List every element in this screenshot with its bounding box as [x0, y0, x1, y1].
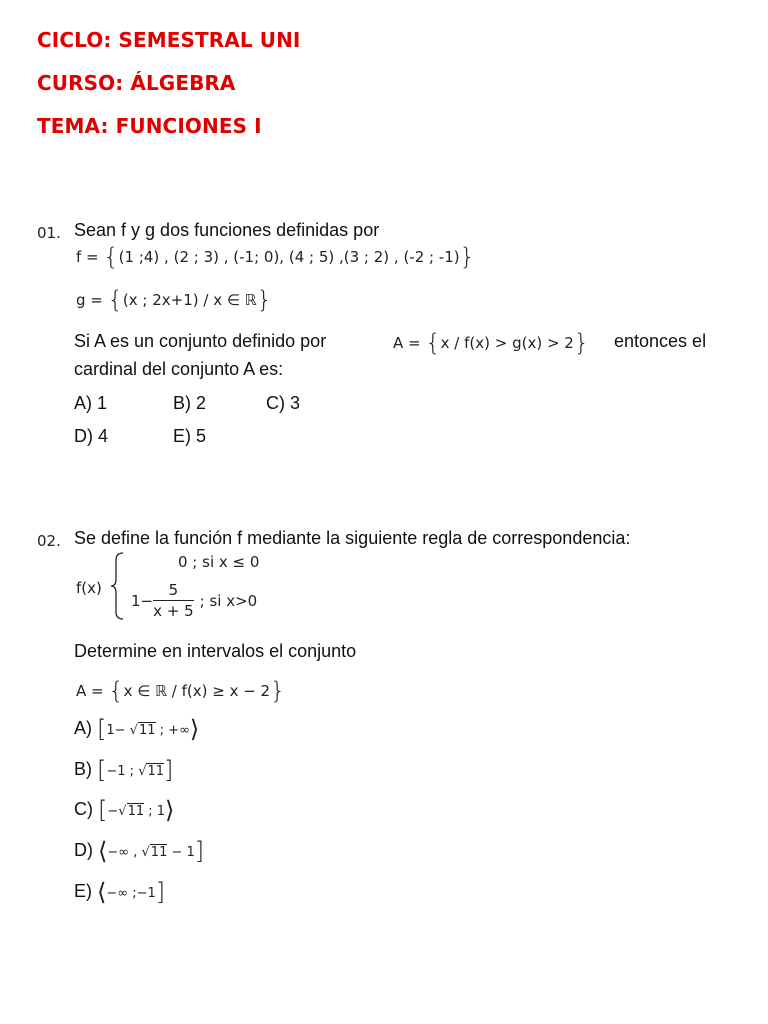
option-c[interactable]: C) 3 — [266, 393, 301, 413]
option-a-label: A) — [74, 718, 92, 738]
piecewise-label: f(x) — [76, 579, 102, 597]
fraction — [153, 581, 194, 620]
function-g-definition: g = {(x ; 2x+1) / x ∈ ℝ} — [76, 286, 272, 314]
f-pairs: (1 ;4) , (2 ; 3) , (-1; 0), (4 ; 5) ,(3 ; 2) , (-2 ; -1) — [118, 248, 460, 266]
question-number: 01. — [37, 224, 61, 242]
option-a-value: [1− √11 ; +∞⟩ — [97, 715, 200, 743]
option-b-value: [−1 ; √11] — [97, 756, 174, 784]
function-f-definition: f = {(1 ;4) , (2 ; 3) , (-1; 0), (4 ; 5) ,(3 ; 2) , (-2 ; -1)} — [76, 243, 475, 271]
question-prompt: Determine en intervalos el conjunto — [74, 641, 357, 661]
cycle-title: CICLO: SEMESTRAL UNI — [37, 28, 301, 52]
case2-prefix: 1− — [131, 591, 154, 610]
question-intro: Sean f y g dos funciones definidas por — [74, 220, 380, 240]
option-c[interactable] — [74, 796, 174, 824]
option-c-value: [−√11 ; 1⟩ — [98, 796, 175, 824]
course-title: CURSO: ÁLGEBRA — [37, 71, 236, 95]
question-stem-start: Si A es un conjunto definido por — [74, 331, 327, 351]
option-a[interactable]: A) 1 — [74, 393, 108, 413]
piecewise-case-1: 0 ; si x ≤ 0 — [178, 553, 260, 571]
fraction-numerator: 5 — [153, 581, 194, 601]
question-stem-end: cardinal del conjunto A es: — [74, 359, 284, 379]
option-d-label: D) — [74, 840, 93, 860]
set-a-definition: A = {x / f(x) > g(x) > 2} — [393, 329, 590, 357]
option-d[interactable] — [74, 837, 204, 865]
option-e-value: ⟨−∞ ;−1] — [97, 878, 166, 906]
question-number: 02. — [37, 532, 61, 550]
fraction-denominator: x + 5 — [153, 602, 194, 620]
option-b[interactable] — [74, 756, 173, 784]
option-b-label: B) — [74, 759, 92, 779]
option-d[interactable]: D) 4 — [74, 426, 109, 446]
option-c-label: C) — [74, 799, 93, 819]
option-e[interactable]: E) 5 — [173, 426, 207, 446]
option-e-label: E) — [74, 881, 92, 901]
piecewise-brace — [110, 551, 126, 621]
option-a[interactable] — [74, 715, 199, 743]
question-intro: Se define la función f mediante la siguiente regla de correspondencia: — [74, 528, 631, 548]
topic-title: TEMA: FUNCIONES I — [37, 114, 262, 138]
question-stem-mid: entonces el — [614, 331, 707, 351]
option-d-value: ⟨−∞ , √11 − 1] — [98, 837, 205, 865]
option-e[interactable] — [74, 878, 165, 906]
case2-condition: ; si x>0 — [199, 591, 258, 610]
option-b[interactable]: B) 2 — [173, 393, 207, 413]
piecewise-case-2 — [131, 581, 257, 620]
set-text: f = — [76, 248, 104, 266]
set-a-definition: A = {x ∈ ℝ / f(x) ≥ x − 2} — [76, 677, 286, 705]
